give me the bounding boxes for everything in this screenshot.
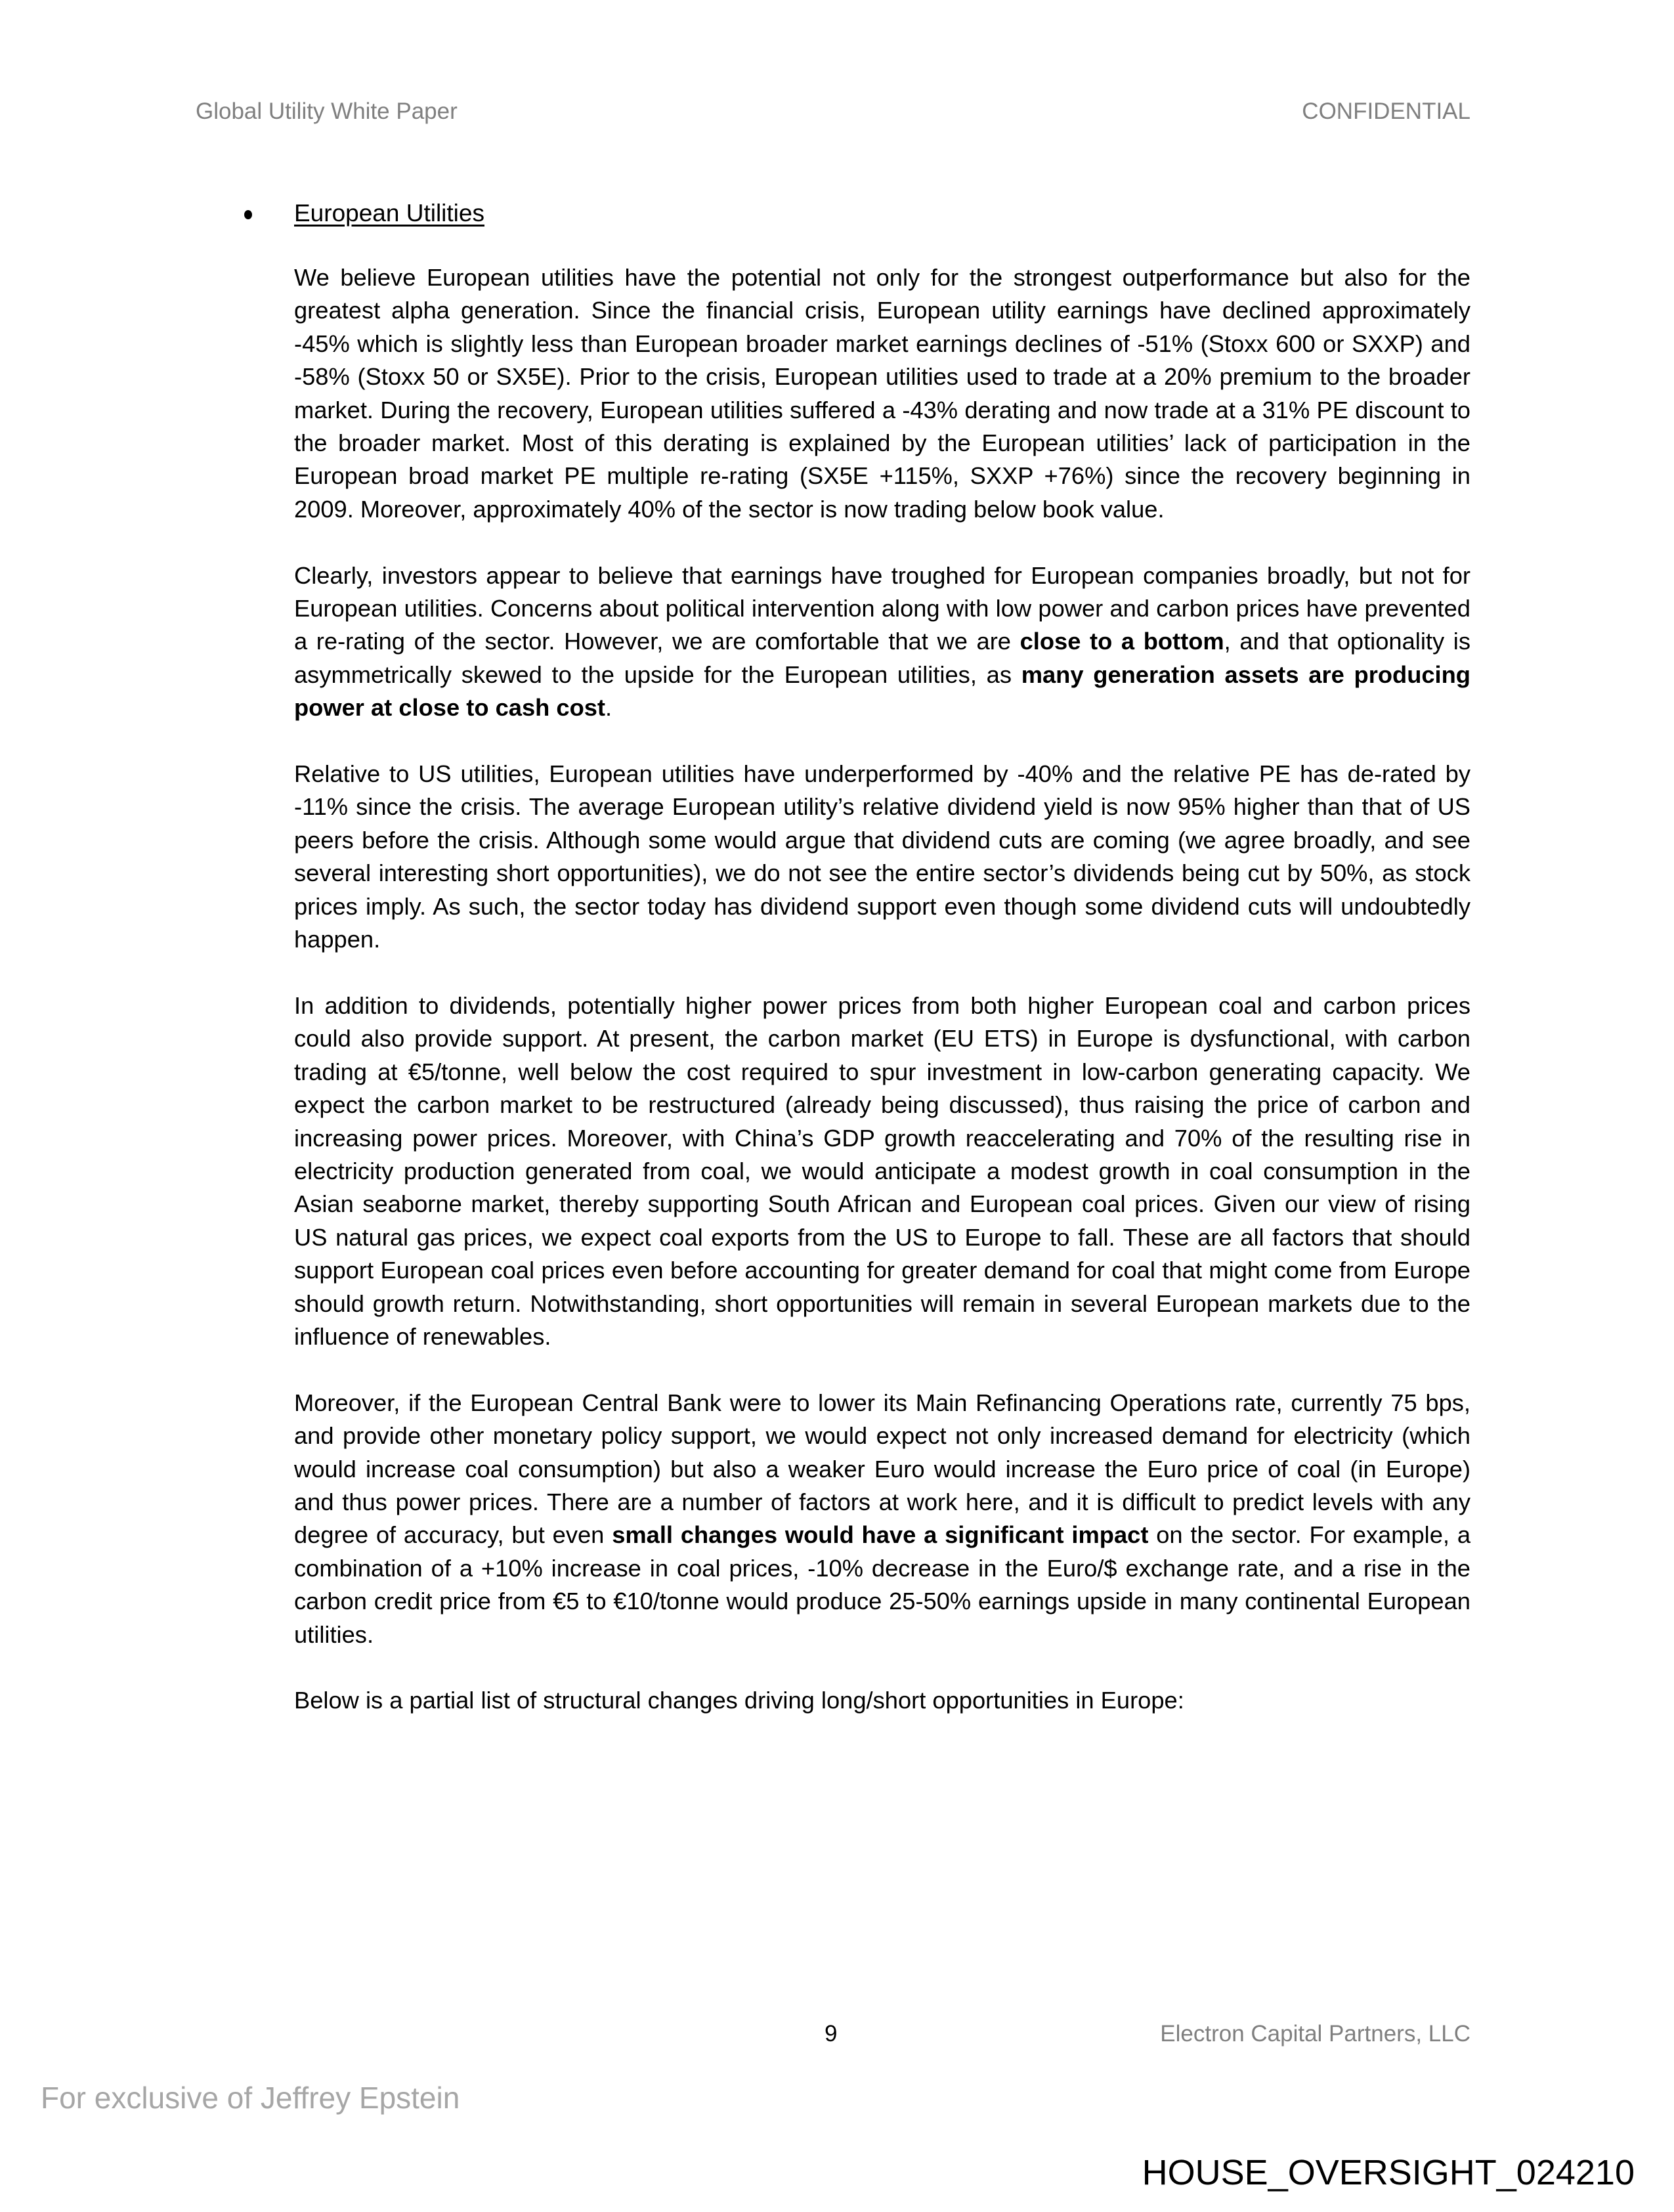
paragraph-text: Clearly, investors appear to believe that earnings have troughed for European companies broadly, but not for European utilities. Concerns about political intervention along with low power and carbon prices have prevented a re-rating of the sector. However, we are comfortable that we are: [294, 561, 1470, 655]
bullet-icon: [244, 210, 252, 219]
paragraph-text: Moreover, if the European Central Bank were to lower its Main Refinancing Operations rate, currently 75 bps, and provide other monetary policy support, we would expect not only increased demand for electricity (which would increase coal consumption) but also a weaker Euro would increase the Euro price of coal (in Europe) and thus power prices. There are a number of factors at work here, and it is difficult to predict levels with any degree of accuracy, but even: [294, 1389, 1470, 1549]
bates-number: HOUSE_OVERSIGHT_024210: [1142, 2153, 1635, 2192]
footer-firm-name: Electron Capital Partners, LLC: [1160, 2021, 1470, 2047]
paragraph: [294, 1684, 1470, 1717]
paragraph: [294, 989, 1470, 1353]
paragraph-text: , and that optionality is asymmetrically skewed to the upside for the European utilities, as: [294, 628, 1470, 688]
emphasis-text: small changes would have a significant impact: [612, 1521, 1149, 1549]
header-confidential-label: CONFIDENTIAL: [1302, 98, 1470, 124]
paragraph-text: In addition to dividends, potentially higher power prices from both higher European coal and carbon prices could also provide support. At present, the carbon market (EU ETS) in Europe is dysfunctional, with carbon trading at €5/tonne, well below the cost required to spur investment in low-carbon generating capacity. We expect the carbon market to be restructured (already being discussed), thus raising the price of carbon and increasing power prices. Moreover, with China’s GDP growth reaccelerating and 70% of the resulting rise in electricity production generated from coal, we would anticipate a modest growth in coal consumption in the Asian seaborne market, thereby supporting South African and European coal prices. Given our view of rising US natural gas prices, we expect coal exports from the US to Europe to fall. These are all factors that should support European coal prices even before accounting for greater demand for coal that might come from Europe should growth return. Notwithstanding, short opportunities will remain in several European markets due to the influence of renewables.: [294, 991, 1470, 1350]
paragraph-text: We believe European utilities have the potential not only for the strongest outperformance but also for the greatest alpha generation. Since the financial crisis, European utility earnings have declined approximately -45% which is slightly less than European broader market earnings declines of -51% (Stoxx 600 or SXXP) and -58% (Stoxx 50 or SX5E). Prior to the crisis, European utilities used to trade at a 20% premium to the broader market. During the recovery, European utilities suffered a -43% derating and now trade at a 31% PE discount to the broader market. Most of this derating is explained by the European utilities’ lack of participation in the European broad market PE multiple re-rating (SX5E +115%, SXXP +76%) since the recovery beginning in 2009. Moreover, approximately 40% of the sector is now trading below book value.: [294, 264, 1470, 523]
page-number: 9: [825, 2021, 838, 2047]
section-title: European Utilities: [294, 200, 484, 227]
paragraph-text: Relative to US utilities, European utilities have underperformed by -40% and the relative PE has de-rated by -11% since the crisis. The average European utility’s relative dividend yield is now 95% higher than that of US peers before the crisis. Although some would argue that dividend cuts are coming (we agree broadly, and see several interesting short opportunities), we do not see the entire sector’s dividends being cut by 50%, as stock prices imply. As such, the sector today has dividend support even though some dividend cuts will undoubtedly happen.: [294, 760, 1470, 953]
paragraph: [294, 758, 1470, 956]
paragraph-text: .: [605, 694, 612, 722]
header-document-title: Global Utility White Paper: [196, 98, 458, 124]
paragraph-text: Below is a partial list of structural changes driving long/short opportunities in Europe:: [294, 1687, 1184, 1714]
paragraph: [294, 261, 1470, 526]
section-body: [294, 261, 1470, 1750]
paragraph-text: on the sector. For example, a combination of a +10% increase in coal prices, -10% decrease in the Euro/$ exchange rate, and a rise in the carbon credit price from €5 to €10/tonne would produce 25-50% earnings upside in many continental European utilities.: [294, 1521, 1470, 1648]
emphasis-text: close to a bottom: [1019, 628, 1224, 655]
paragraph: [294, 559, 1470, 725]
paragraph: [294, 1387, 1470, 1651]
emphasis-text: many generation assets are producing power at close to cash cost: [294, 661, 1470, 722]
watermark-text: For exclusive of Jeffrey Epstein: [41, 2081, 460, 2115]
